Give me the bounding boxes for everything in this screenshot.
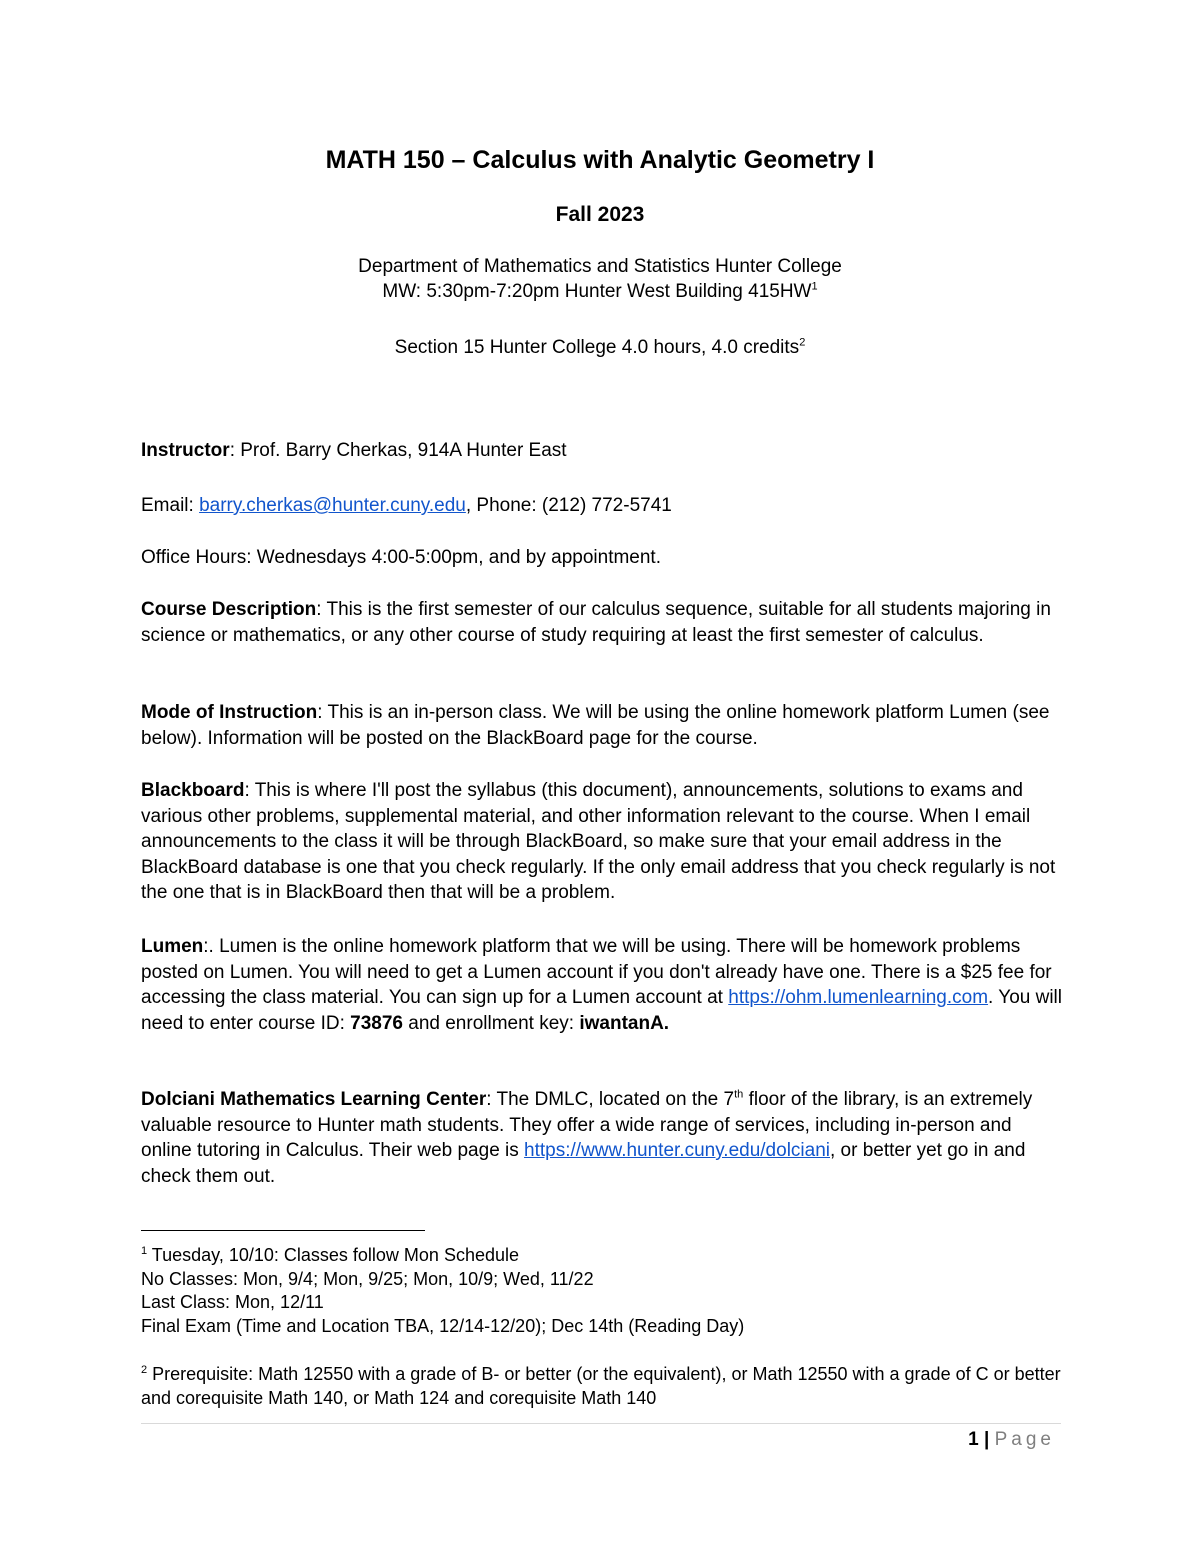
dmlc-text-2: floor of the library, is an extremely valuable resource to Hunter math students. They offer a wide range of services, including in-person and online tutoring in Calculus. Their web page is — [141, 1089, 1033, 1161]
dmlc-sup: th — [734, 1088, 744, 1101]
footnote-separator — [141, 1230, 425, 1231]
footnote-ref-2[interactable]: 2 — [799, 336, 806, 349]
course-title: MATH 150 – Calculus with Analytic Geometry I — [325, 146, 875, 174]
footnote-1-line — [141, 1244, 1066, 1268]
course-id: 73876 — [350, 1012, 403, 1034]
email-link[interactable]: barry.cherkas@hunter.cuny.edu — [199, 495, 466, 516]
phone-text: , Phone: (212) 772-5741 — [465, 495, 672, 516]
lumen-link[interactable]: https://ohm.lumenlearning.com — [728, 987, 989, 1008]
footnote-1 — [141, 1244, 1066, 1338]
office-hours: Office Hours: Wednesdays 4:00-5:00pm, and by appointment. — [141, 547, 661, 568]
footnote-2-text: Prerequisite: Math 12550 with a grade of B- or better (or the equivalent), or Math 12550 with a grade of C or better and corequisite Math 140, or Math 124 and corequisite Math 140 — [141, 1364, 1061, 1408]
schedule — [0, 281, 1200, 303]
course-description-label: Course Description — [141, 599, 317, 620]
mode-of-instruction — [141, 700, 1066, 751]
lumen-text-3: and enrollment key: — [402, 1012, 580, 1034]
lumen-text-2: . You will need to enter course ID: — [141, 987, 1062, 1034]
footer-rule — [141, 1423, 1061, 1424]
footnote-1-line-1: Tuesday, 10/10: Classes follow Mon Schedule — [147, 1245, 519, 1265]
page-number: 1 — [968, 1429, 979, 1450]
dmlc-text-3: , or better yet go in and check them out. — [141, 1140, 1026, 1187]
blackboard-label: Blackboard — [141, 780, 245, 801]
footnote-1-line-4: Final Exam (Time and Location TBA, 12/14-12/20); Dec 14th (Reading Day) — [141, 1315, 745, 1336]
instructor-label: Instructor — [141, 440, 230, 461]
instructor-value: Prof. Barry Cherkas, 914A Hunter East — [240, 440, 567, 461]
course-description — [141, 597, 1066, 648]
footnote-1-mark: 1 — [141, 1245, 148, 1257]
dmlc-section — [141, 1087, 1066, 1189]
section-text: Section 15 Hunter College 4.0 hours, 4.0 credits — [394, 337, 800, 358]
dmlc-link[interactable]: https://www.hunter.cuny.edu/dolciani — [524, 1140, 830, 1161]
page-footer — [968, 1429, 1055, 1451]
footnote-1-line-2: No Classes: Mon, 9/4; Mon, 9/25; Mon, 10/9; Wed, 11/22 — [141, 1268, 594, 1289]
email-label: Email: — [141, 495, 200, 516]
mode-text: : This is an in-person class. We will be using the online homework platform Lumen (see below). Information will be posted on the BlackBoard page for the course. — [141, 702, 1050, 749]
footnote-2-mark: 2 — [141, 1364, 148, 1376]
blackboard-text: : This is where I'll post the syllabus (this document), announcements, solutions to exams and various other problems, supplemental material, and other information relevant to the course. When I email announcements to the class it will be through BlackBoard, so make sure that your email address in the BlackBoard database is one that you check regularly. If the only email address that you check regularly is not the one that is in BlackBoard then that will be a problem. — [141, 780, 1056, 903]
footnote-2 — [141, 1363, 1066, 1410]
lumen-label: Lumen — [141, 936, 204, 957]
page-separator: | — [978, 1429, 995, 1450]
email-line — [141, 495, 672, 517]
lumen-section — [141, 934, 1066, 1036]
department: Department of Mathematics and Statistics Hunter College — [358, 256, 842, 277]
dmlc-label: Dolciani Mathematics Learning Center — [141, 1089, 487, 1110]
dmlc-text-1: : The DMLC, located on the 7 — [486, 1089, 735, 1110]
term: Fall 2023 — [555, 203, 645, 226]
page-label: Page — [994, 1429, 1055, 1450]
enrollment-key: iwantanA. — [579, 1012, 670, 1034]
schedule-text: MW: 5:30pm-7:20pm Hunter West Building 415HW — [382, 281, 812, 302]
mode-label: Mode of Instruction — [141, 702, 318, 723]
instructor-line — [141, 440, 567, 462]
instructor-sep: : — [229, 440, 241, 461]
footnote-1-line-3: Last Class: Mon, 12/11 — [141, 1292, 324, 1312]
section-info — [0, 337, 1200, 359]
blackboard-section — [141, 778, 1066, 906]
lumen-text-1: :. Lumen is the online homework platform that we will be using. There will be homework problems posted on Lumen. You will need to get a Lumen account if you don't already have one. There is a $25 fee for accessing the class material. You can sign up for a Lumen account at — [141, 936, 1052, 1008]
footnote-ref-1[interactable]: 1 — [811, 280, 818, 293]
course-description-text: : This is the first semester of our calculus sequence, suitable for all students majoring in science or mathematics, or any other course of study requiring at least the first semester of calculus. — [141, 599, 1051, 646]
